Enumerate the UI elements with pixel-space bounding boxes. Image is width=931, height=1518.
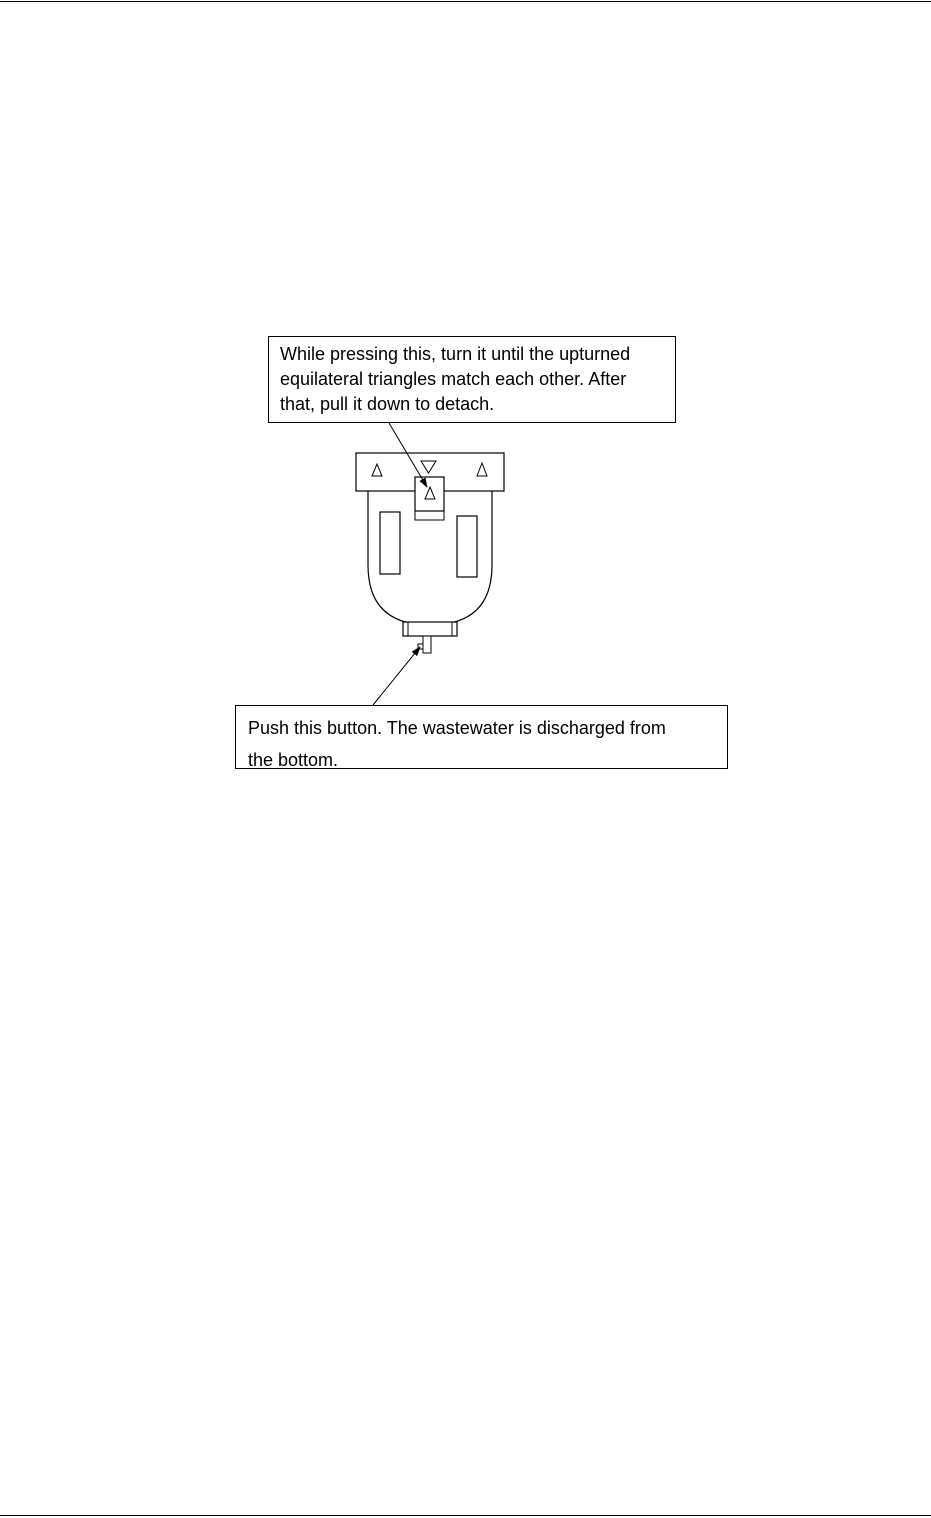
drain-button[interactable] [418,636,431,653]
drain-instruction-callout: Push this button. The wastewater is discharged from the bottom. [235,705,728,769]
page-footer-rule [0,1515,931,1516]
bowl-window-right [457,516,477,577]
drain-leader-arrow [373,647,420,705]
drain-base [403,622,457,636]
bowl-window-left [380,512,400,574]
detach-instruction-callout: While pressing this, turn it until the upturned equilateral triangles match each other. After that, pull it down to detach. [268,336,676,423]
